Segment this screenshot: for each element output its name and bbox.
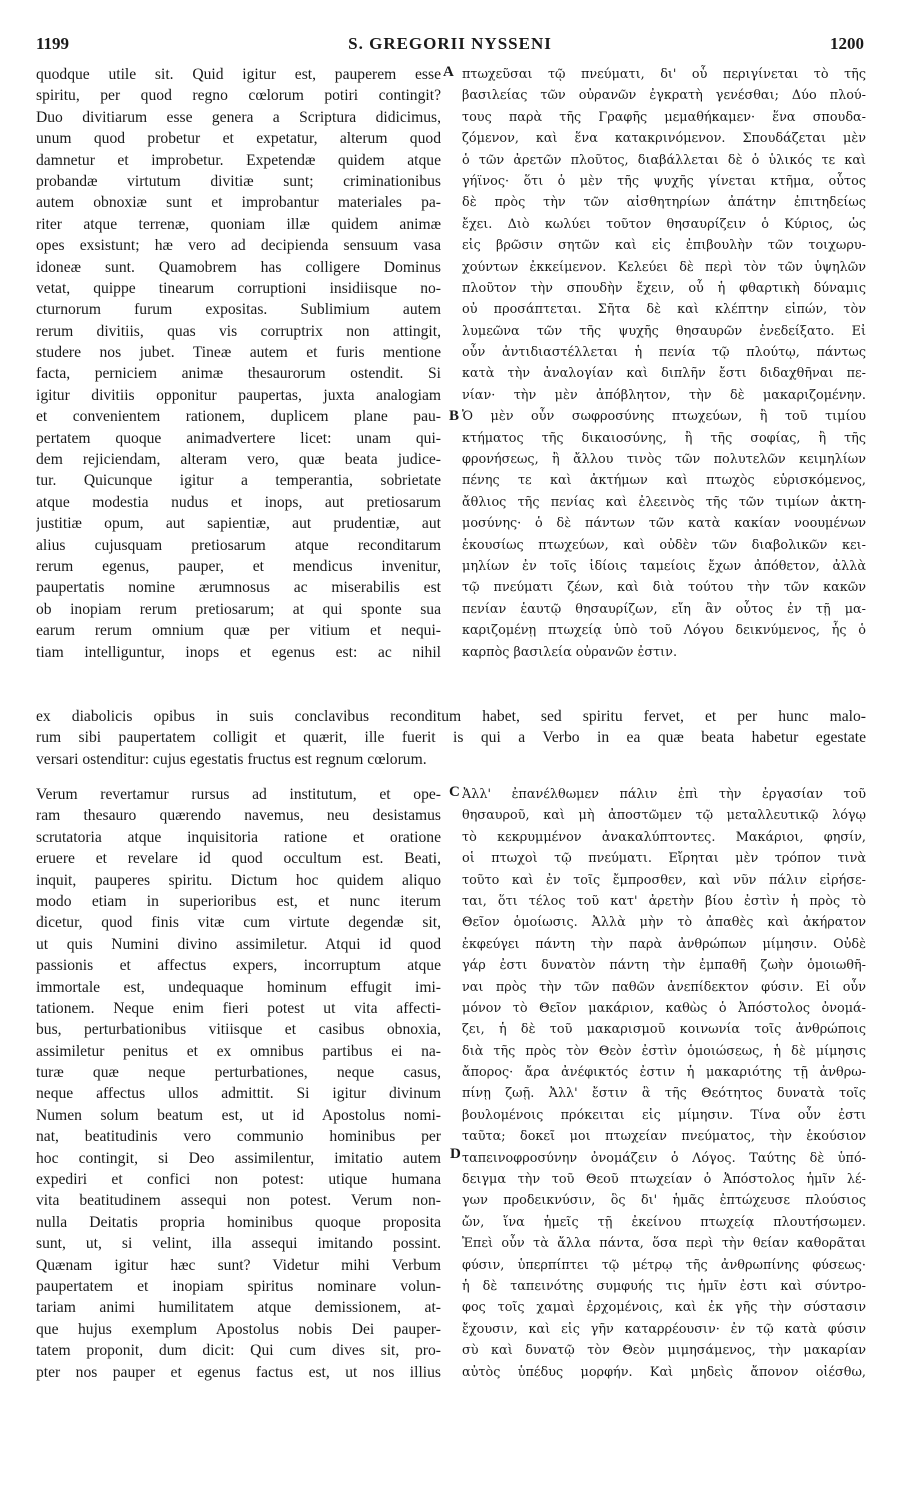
text-line: φύσιν, ὑπερπίπτει τῷ μέτρῳ τῆς ἀνθρωπίνης φύσεως· <box>462 1257 866 1273</box>
latin-column-2 <box>36 784 441 1383</box>
text-line: passionis et affectus expers, incorruptum atque <box>36 957 441 975</box>
text-line: ἡ δὲ ταπεινότης συμφυής τις ἡμῖν ἐστι καὶ σύντρο- <box>462 1278 866 1294</box>
text-line: tariam animi humilitatem atque demissionem, at- <box>36 1299 441 1317</box>
text-line: μηλίων ἐν τοῖς ἰδίοις ταμείοις ἔχων ἀπόθετον, ἀλλὰ <box>462 558 866 574</box>
text-line: tur. Quicunque igitur a temperantia, sobrietate <box>36 472 441 490</box>
text-line: earum rerum omnium quæ per vitium et nequi- <box>36 622 441 640</box>
text-line: δειγμα τὴν τοῦ Θεοῦ πτωχείαν ὁ Ἀπόστολος ἡμῖν λέ- <box>462 1172 866 1188</box>
text-line: expediri et confici non potest: utique humana <box>36 1171 441 1189</box>
text-line: ἔχουσιν, καὶ εἰς γῆν καταρρέουσιν· ἐν τῷ κατὰ φύσιν <box>462 1321 866 1337</box>
text-line: ut quis Numini divino assimiletur. Atqui id quod <box>36 935 441 953</box>
text-line: ταῦτα; δοκεῖ μοι πτωχείαν πνεύματος, τὴν ἑκούσιον <box>462 1129 866 1145</box>
text-line: γήϊνος· ὅτι ὁ μὲν τῆς ψυχῆς γίνεται κτῆμα, οὗτος <box>462 173 866 189</box>
text-line: ὤν, ἵνα ἡμεῖς τῇ ἐκείνου πτωχείᾳ πλουτήσωμεν. <box>462 1214 866 1230</box>
text-line: vetat, quippe tinearum corruptioni insidiisque no- <box>36 279 441 297</box>
text-line: damnetur et improbetur. Expetendæ quidem atque <box>36 151 441 169</box>
text-line: λυμεῶνα τῶν τῆς ψυχῆς θησαυρῶν ἐνεδείξατο. Εἰ <box>462 323 866 339</box>
text-line: μόνον τὸ Θεῖον μακάριον, καθὼς ὁ Ἀπόστολος ὀνομά- <box>462 1000 866 1016</box>
text-line: φος τοῖς χαμαὶ ἐρχομένοις, καὶ ἐκ γῆς τὴν σύστασιν <box>462 1300 866 1316</box>
text-line: μοσύνης· ὁ δὲ πάντων τῶν κατὰ κακίαν νοουμένων <box>462 516 866 532</box>
text-line: καρπὸς βασιλεία οὐρανῶν ἐστιν. <box>462 644 678 660</box>
text-line: ex diabolicis opibus in suis conclavibus reconditum habet, sed spiritu fervet, et per hunc malo- <box>36 708 866 725</box>
text-line: probandæ virtutum divitiæ sunt; criminationibus <box>36 172 441 190</box>
text-line: Ὁ μὲν οὖν σωφροσύνης πτωχεύων, ἢ τοῦ τιμίου <box>462 409 866 425</box>
text-line: πένης τε καὶ ἀκτήμων καὶ πτωχὸς εὑρισκόμενος, <box>462 473 866 489</box>
text-line: ζόμενον, καὶ ἕνα κατακρινόμενον. Σπουδάζεται μὲν <box>462 131 866 147</box>
text-line: justitiæ opum, aut sapientiæ, aut prudentiæ, aut <box>36 515 441 533</box>
text-line: rerum divitiis, quas vis corruptrix non attingit, <box>36 322 441 340</box>
text-line: facta, perniciem animæ thesaurorum ostendit. Si <box>36 365 441 383</box>
text-line: ζει, ἡ δὲ τοῦ μακαρισμοῦ κοινωνία τοῖς ἀνθρώποις <box>462 1022 866 1038</box>
text-line: pertatem quoque animadvertere licet: unam qui- <box>36 429 441 447</box>
text-line: αὐτὸς ὑπέδυς μορφήν. Καὶ μηδεὶς ἄπονον οἰέσθω, <box>462 1364 866 1380</box>
text-line: hoc contingit, si Deo assimilentur, imitatio autem <box>36 1149 441 1167</box>
text-line: turæ quæ neque perturbationes, neque casus, <box>36 1064 441 1082</box>
text-line: idoneæ sunt. Quamobrem has colligere Dominus <box>36 258 441 276</box>
text-line: et convenientem rationem, duplicem plane pau- <box>36 408 441 426</box>
text-line: τὸ κεκρυμμένον ἀνακαλύπτοντες. Μακάριοι, φησίν, <box>462 829 866 845</box>
text-line: γων προδεικνύσιν, ὃς δι' ἡμᾶς ἐπτώχευσε πλούσιος <box>462 1193 866 1209</box>
text-line: Θεῖον ὁμοίωσις. Ἀλλὰ μὴν τὸ ἀπαθὲς καὶ ἀκήρατον <box>462 915 866 931</box>
text-line: Ἀλλ' ἐπανέλθωμεν πάλιν ἐπὶ τὴν ἐργασίαν τοῦ <box>462 787 866 802</box>
text-line: nulla Deitatis propria hominibus quoque proposita <box>36 1213 441 1231</box>
text-line: eruere et revelare id quod occultum est. Beati, <box>36 850 441 868</box>
text-line: neque affectus ullos admittit. Si igitur divinum <box>36 1085 441 1103</box>
text-line: rerum egenus, pauper, et mendicus invenitur, <box>36 557 441 575</box>
section-marker-d: D <box>450 1146 461 1162</box>
text-line: opes exsistunt; hæ vero ad decipienda sensuum vasa <box>36 237 441 255</box>
text-line: ἄπορος· ἄρα ἀνέφικτός ἐστιν ἡ μακαριότης τῇ ἀνθρω- <box>462 1065 866 1081</box>
text-line: alius cujusquam pretiosarum atque reconditarum <box>36 536 441 554</box>
text-line: ram thesauro quærendo navemus, neu desistamus <box>36 807 441 825</box>
section-marker-c: C <box>449 784 460 800</box>
section-marker-b: B <box>449 408 460 424</box>
text-line: tatem proponit, dum dicit: Qui cum dives sit, pro- <box>36 1342 441 1360</box>
text-line: κατὰ τὴν ἀναλογίαν καὶ διπλῆν ἔστι διδαχθῆναι πε- <box>462 366 866 382</box>
left-page-number: 1199 <box>36 34 70 53</box>
text-line: πτωχεῦσαι τῷ πνεύματι, δι' οὗ περιγίνεται τὸ τῆς <box>462 67 866 82</box>
text-line: rum sibi paupertatem colligit et quærit, ille fuerit is qui a Verbo in ea quæ beata habetur egestate <box>36 729 866 747</box>
text-line: τῷ πνεύματι ζέων, καὶ διὰ τούτου τὴν τῶν κακῶν <box>462 580 866 596</box>
text-line: βουλομένοις πρόκειται εἰς μίμησιν. Τίνα οὖν ἐστι <box>462 1107 866 1123</box>
text-line: πλοῦτον τὴν σπουδὴν ἔχειν, οὗ ἡ φθαρτικὴ δύναμις <box>462 280 866 296</box>
text-line: bus, perturbationibus vitiisque et casibus obnoxia, <box>36 1021 441 1039</box>
text-line: atque modestia nudus et inops, aut pretiosarum <box>36 493 441 511</box>
text-line: βασιλείας τῶν οὐρανῶν ἐγκρατὴ γενέσθαι; Δύο πλού- <box>462 88 866 104</box>
text-line: χούντων ἐκκείμενον. Κελεύει δὲ περὶ τὸν τῶν ὑψηλῶν <box>462 259 866 275</box>
text-line: Verum revertamur rursus ad institutum, et ope- <box>36 786 441 803</box>
text-line: ἐκφεύγει πάντη τὴν παρὰ ἀνθρώπων μίμησιν. Οὐδὲ <box>462 936 866 952</box>
greek-column-2 <box>462 784 866 1383</box>
text-line: διὰ τῆς πρὸς τὸν Θεὸν ἐστὶν ὁμοιώσεως, ἡ δὲ μίμησις <box>462 1043 866 1059</box>
text-line: τους παρὰ τῆς Γραφῆς μεμαθήκαμεν· ἕνα σπουδα- <box>462 109 866 125</box>
text-line: τοῦτο καὶ ἐν τοῖς ἔμπροσθεν, καὶ νῦν πάλιν εἰρήσε- <box>462 872 866 888</box>
greek-column-1 <box>462 64 866 663</box>
text-line: ται, ὅτι τέλος τοῦ κατ' ἀρετὴν βίου ἐστὶν ἡ πρὸς τὸ <box>462 893 866 909</box>
text-line: pter nos pauper et egenus factus est, ut nos illius <box>36 1363 441 1381</box>
text-line: φρονήσεως, ἢ ἄλλου τινὸς τῶν πολυτελῶν κειμηλίων <box>462 452 866 468</box>
text-line: paupertatis nomine ærumnosus ac miserabilis est <box>36 579 441 597</box>
text-line: sunt, ut, si velint, illa assequi imitando possint. <box>36 1235 441 1253</box>
text-line: studere nos jubet. Tineæ autem et furis mentione <box>36 344 441 362</box>
text-line: σὺ καὶ δυνατῷ τὸν Θεὸν μιμησάμενος, τὴν μακαρίαν <box>462 1343 866 1359</box>
text-line: vita beatitudinem assequi non potest. Verum non- <box>36 1192 441 1210</box>
text-line: κτήματος τῆς δικαιοσύνης, ἢ τῆς σοφίας, ἢ τῆς <box>462 430 866 446</box>
text-line: θησαυροῦ, καὶ μὴ ἀποστῶμεν τῷ μεταλλευτικῷ λόγῳ <box>462 808 866 824</box>
text-line: Numen solum beatum est, ut id Apostolus nomi- <box>36 1106 441 1124</box>
text-line: νίαν· τὴν μὲν ἀπόβλητον, τὴν δὲ μακαριζομένην. <box>462 387 866 403</box>
right-page-number: 1200 <box>830 34 864 53</box>
text-line: inquit, pauperes spiritu. Dictum hoc quidem aliquo <box>36 871 441 889</box>
text-line: γάρ ἐστι δυνατὸν πάντη τὴν ἐμπαθῆ ζωὴν ὁμοιωθῆ- <box>462 958 866 974</box>
text-line: Quænam igitur hæc sunt? Videtur mihi Verbum <box>36 1256 441 1274</box>
text-line: οὐ προσάπτεται. Σῆτα δὲ καὶ κλέπτην εἰπών, τὸν <box>462 302 866 318</box>
text-line: versari ostenditur: cujus egestatis fructus est regnum cœlorum. <box>36 750 427 768</box>
text-line: unum quod probetur et expetatur, alterum quod <box>36 130 441 148</box>
text-line: autem obnoxiæ sunt et improbantur materiales pa- <box>36 194 441 212</box>
text-line: ταπεινοφροσύνην ὀνομάζειν ὁ Λόγος. Ταύτης δὲ ὑπό- <box>462 1150 866 1166</box>
text-line: immortale est, undequaque hominum effugit imi- <box>36 978 441 996</box>
text-line: ἄθλιος τῆς πενίας καὶ ἐλεεινὸς τῆς τῶν τιμίων ἀκτη- <box>462 494 866 510</box>
text-line: paupertatem et inopiam spiritus nominare volun- <box>36 1277 441 1295</box>
text-line: assimiletur penitus et ex omnibus partibus ei na- <box>36 1042 441 1060</box>
text-line: ναι πρὸς τὴν τῶν παθῶν ἀνεπίδεκτον φύσιν. Εἰ οὖν <box>462 979 866 995</box>
text-line: δὲ πρὸς τὴν τῶν αἰσθητηρίων ἀπάτην ἐπιτηδείως <box>462 195 866 211</box>
text-line: riter atque terrenæ, quoniam illæ quidem animæ <box>36 215 441 233</box>
text-line: ἔχει. Διὸ κωλύει τοῦτον θησαυρίζειν ὁ Κύριος, ὡς <box>462 216 866 232</box>
text-line: nat, beatitudinis vero communio hominibus per <box>36 1128 441 1146</box>
text-line: dem rejiciendam, alteram vero, quæ beata judice- <box>36 451 441 469</box>
text-line: οὖν ἀντιδιαστέλλεται ἡ πενία τῷ πλούτῳ, πάντως <box>462 345 866 361</box>
text-line: tationem. Neque enim fieri potest ut vita affecti- <box>36 999 441 1017</box>
section-marker-a: A <box>443 64 454 80</box>
text-line: cturnorum furum expositas. Sublimium autem <box>36 301 441 319</box>
text-line: tiam intelliguntur, inops et egenus est: ac nihil <box>36 643 441 661</box>
text-line: Ἐπεὶ οὖν τὰ ἄλλα πάντα, ὅσα περὶ τὴν θείαν καθορᾶται <box>462 1236 866 1252</box>
text-line: ἑκουσίως πτωχεύων, καὶ οὐδὲν τῶν διαβολικῶν κει- <box>462 537 866 553</box>
text-line: dicetur, quod finis vitæ cum virtute degendæ sit, <box>36 914 441 932</box>
text-line: πίνῃ ζωῇ. Ἀλλ' ἔστιν ἃ τῆς Θεότητος δυνατὰ τοῖς <box>462 1086 866 1102</box>
text-line: que hujus exemplum Apostolus nobis Dei pauper- <box>36 1320 441 1338</box>
text-line: ob inopiam rerum pretiosarum; at qui sponte sua <box>36 600 441 618</box>
text-line: καριζομένῃ πτωχείᾳ ὑπὸ τοῦ Λόγου δεικνύμενος, ἧς ὁ <box>462 623 866 639</box>
text-line: οἱ πτωχοὶ τῷ πνεύματι. Εἴρηται μὲν τρόπον τινὰ <box>462 851 866 867</box>
text-line: igitur divitiis opponitur paupertas, juxta analogiam <box>36 386 441 404</box>
text-line: modo etiam in superioribus est, et nunc iterum <box>36 892 441 910</box>
full-width-text <box>36 706 866 770</box>
text-line: ὁ τῶν ἀρετῶν πλοῦτος, διαβάλλεται δὲ ὁ ὑλικός τε καὶ <box>462 152 866 168</box>
text-line: Duo divitiarum esse genera a Scriptura didicimus, <box>36 108 441 126</box>
text-line: πενίαν ἑαυτῷ θησαυρίζων, εἴη ἂν οὗτος ἐν τῇ μα- <box>462 601 866 617</box>
latin-column-1 <box>36 64 441 663</box>
text-line: quodque utile sit. Quid igitur est, pauperem esse <box>36 66 441 83</box>
text-line: scrutatoria atque inquisitoria ratione et oratione <box>36 828 441 846</box>
running-title: S. GREGORII NYSSENI <box>348 34 552 53</box>
text-line: spiritu, per quod regno cœlorum potiri contingit? <box>36 87 441 105</box>
text-line: εἰς βρῶσιν σητῶν καὶ εἰς ἐπιβουλὴν τῶν τοιχωρυ- <box>462 238 866 254</box>
